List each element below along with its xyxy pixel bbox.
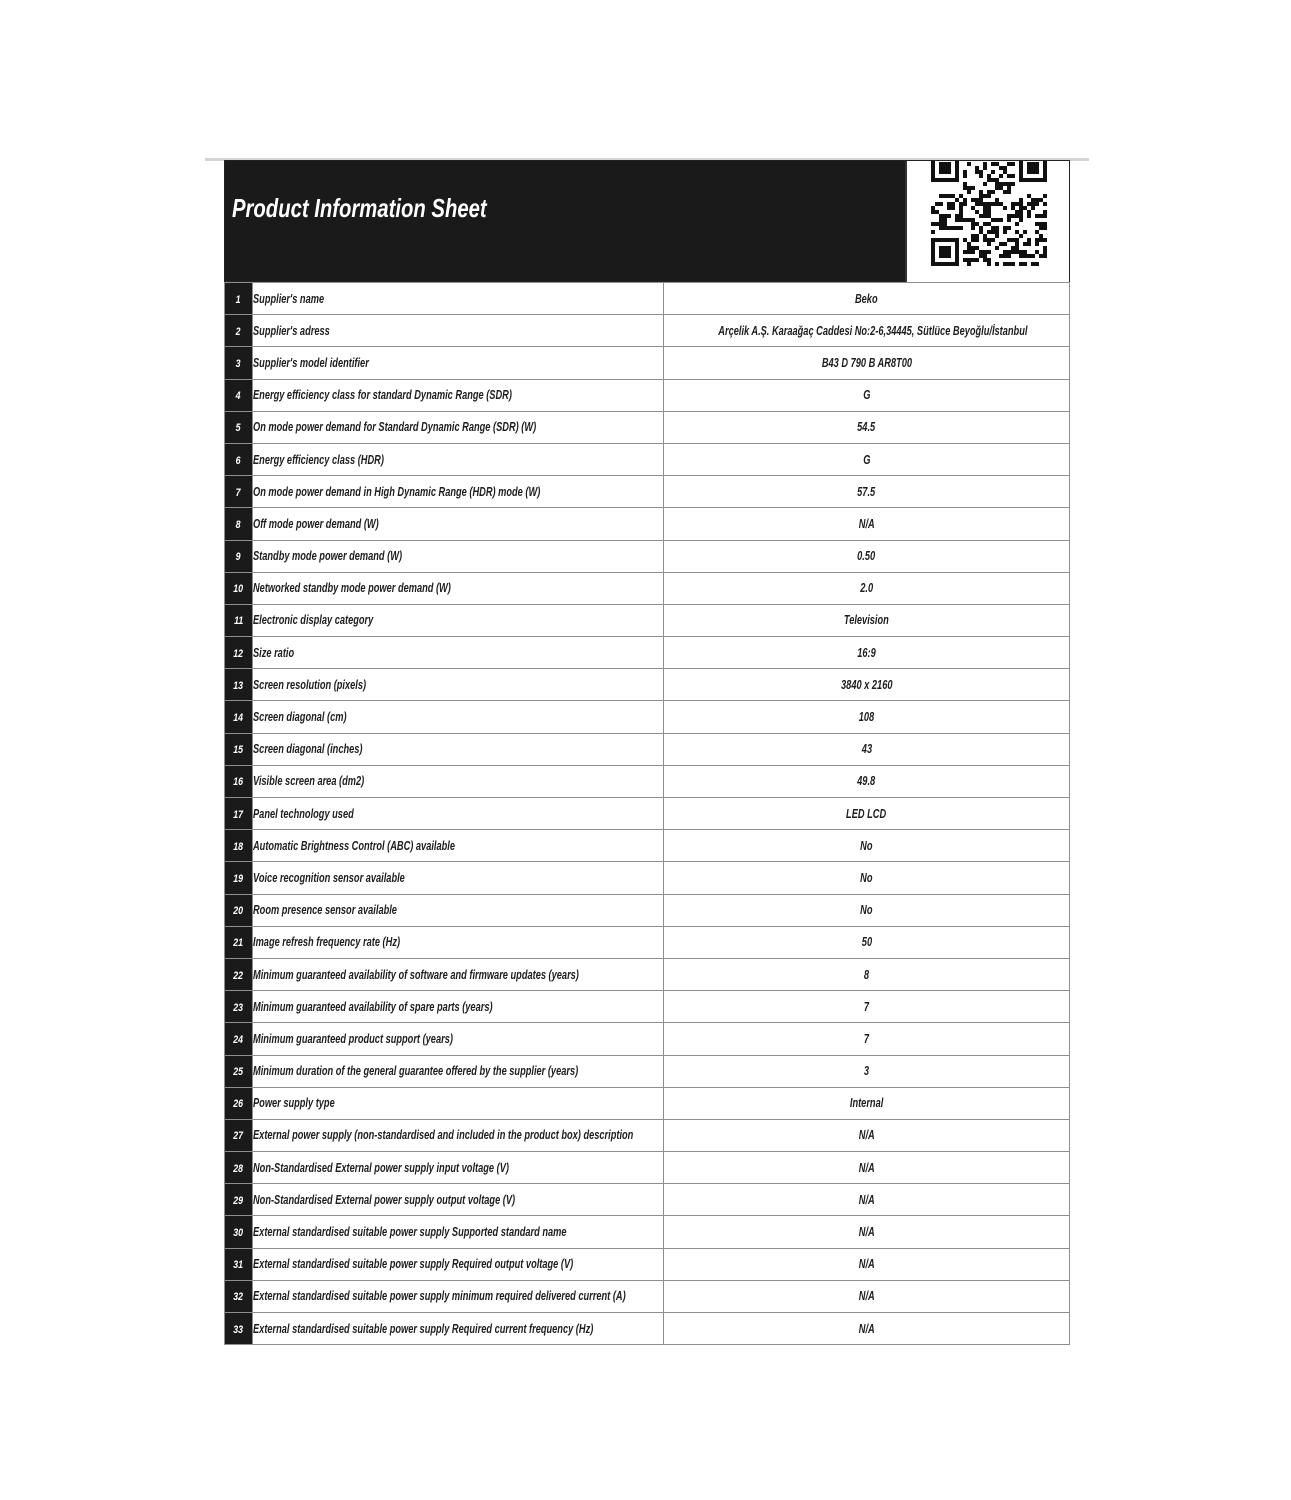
table-row [225,476,1070,508]
table-row [225,1087,1070,1119]
row-number: 18 [233,840,244,853]
table-row [225,1280,1070,1312]
row-label: Automatic Brightness Control (ABC) available [253,838,455,853]
row-number: 8 [236,518,241,531]
row-value: 16:9 [857,645,876,660]
row-number-cell [225,508,253,540]
row-number: 3 [236,357,241,370]
table-row [225,283,1070,315]
row-label: Minimum guaranteed availability of spare parts (years) [253,999,493,1014]
row-label: Non-Standardised External power supply input voltage (V) [253,1160,509,1175]
row-value-cell [664,476,1070,508]
row-label: Voice recognition sensor available [253,870,405,885]
row-label: Non-Standardised External power supply output voltage (V) [253,1192,516,1207]
row-label-cell [253,991,664,1023]
row-label: External standardised suitable power supply Required output voltage (V) [253,1257,574,1272]
table-row [225,1119,1070,1151]
row-value: 7 [863,1031,870,1046]
row-number-cell [225,669,253,701]
row-number: 7 [236,486,241,499]
row-value: 54.5 [857,420,876,435]
table-row [225,958,1070,990]
row-label: Energy efficiency class for standard Dynamic Range (SDR) [253,388,512,403]
row-number-cell [225,1023,253,1055]
row-value-cell [664,315,1070,347]
row-number-cell [225,476,253,508]
row-number-cell [225,958,253,990]
row-label: External standardised suitable power supply minimum required delivered current (A) [253,1289,626,1304]
table-row [225,991,1070,1023]
row-value: 50 [861,935,872,950]
row-number-cell [225,1055,253,1087]
row-value-cell [664,1055,1070,1087]
row-value: No [860,903,873,918]
row-number: 29 [233,1194,244,1207]
table-row [225,1184,1070,1216]
row-number-cell [225,991,253,1023]
row-value: No [860,838,873,853]
row-label-cell [253,733,664,765]
row-number-cell [225,894,253,926]
row-number-cell [225,798,253,830]
row-number: 19 [233,872,244,885]
row-label-cell [253,958,664,990]
row-label-cell [253,540,664,572]
row-label-cell [253,830,664,862]
row-number-cell [225,443,253,475]
row-value-cell [664,283,1070,315]
row-label: Minimum guaranteed availability of software and firmware updates (years) [253,967,579,982]
row-label-cell [253,443,664,475]
row-label: On mode power demand in High Dynamic Range (HDR) mode (W) [253,484,541,499]
row-value-cell [664,1313,1070,1345]
qr-code-graphic [931,161,1047,267]
row-value-cell [664,1184,1070,1216]
row-value: N/A [858,1257,875,1272]
row-number-cell [225,604,253,636]
row-value-cell [664,540,1070,572]
row-value: G [862,452,871,467]
row-label-cell [253,411,664,443]
sheet-header [224,160,1070,282]
row-label-cell [253,1087,664,1119]
row-label-cell [253,1313,664,1345]
table-row [225,347,1070,379]
table-row [225,894,1070,926]
row-value-cell [664,1023,1070,1055]
row-label-cell [253,701,664,733]
row-value: N/A [858,1289,875,1304]
row-value: 43 [861,742,872,757]
row-value: 0.50 [857,549,876,564]
row-number-cell [225,540,253,572]
table-row [225,1152,1070,1184]
row-label: Minimum guaranteed product support (years) [253,1031,453,1046]
row-value-cell [664,830,1070,862]
row-number-cell [225,862,253,894]
row-label-cell [253,604,664,636]
table-row [225,508,1070,540]
row-value-cell [664,1280,1070,1312]
table-row [225,798,1070,830]
row-value: No [860,870,873,885]
row-value-cell [664,862,1070,894]
row-label-cell [253,669,664,701]
row-number-cell [225,733,253,765]
row-label: Screen diagonal (cm) [253,710,347,725]
row-value: G [862,388,871,403]
row-label-cell [253,476,664,508]
row-number-cell [225,572,253,604]
row-value-cell [664,894,1070,926]
sheet-title: Product Information Sheet [232,193,487,223]
table-row [225,379,1070,411]
row-label-cell [253,1248,664,1280]
table-row [225,411,1070,443]
row-number-cell [225,1248,253,1280]
row-value: N/A [858,1192,875,1207]
row-label-cell [253,283,664,315]
row-label: Energy efficiency class (HDR) [253,452,384,467]
row-label: Supplier's model identifier [253,355,369,370]
row-label: Image refresh frequency rate (Hz) [253,935,401,950]
row-value: N/A [858,1225,875,1240]
table-row [225,926,1070,958]
row-label-cell [253,379,664,411]
table-row [225,637,1070,669]
row-label-cell [253,1055,664,1087]
row-label-cell [253,1152,664,1184]
row-number: 26 [233,1098,244,1111]
row-value: 8 [863,967,870,982]
row-label-cell [253,798,664,830]
row-value-cell [664,1119,1070,1151]
row-label: Supplier's adress [253,323,330,338]
table-row [225,765,1070,797]
row-label-cell [253,315,664,347]
row-value: 2.0 [860,581,873,596]
table-row [225,572,1070,604]
row-number-cell [225,830,253,862]
row-number: 11 [233,615,244,628]
row-label-cell [253,1119,664,1151]
row-label-cell [253,894,664,926]
row-value-cell [664,1152,1070,1184]
row-label-cell [253,1184,664,1216]
row-number-cell [225,379,253,411]
row-number-cell [225,315,253,347]
row-label-cell [253,572,664,604]
table-row [225,1023,1070,1055]
row-label: Standby mode power demand (W) [253,549,403,564]
row-label: Visible screen area (dm2) [253,774,365,789]
row-number-cell [225,926,253,958]
row-label: Panel technology used [253,806,354,821]
row-value: LED LCD [846,806,887,821]
row-value: B43 D 790 B AR8T00 [821,355,912,370]
table-row [225,604,1070,636]
row-value-cell [664,701,1070,733]
row-label: Supplier's name [253,291,325,306]
table-row [225,443,1070,475]
row-number: 21 [233,937,244,950]
row-value: N/A [858,1321,875,1336]
row-number: 2 [236,325,241,338]
row-label-cell [253,926,664,958]
table-row [225,669,1070,701]
table-row [225,862,1070,894]
row-value-cell [664,798,1070,830]
table-row [225,1216,1070,1248]
row-number-cell [225,1087,253,1119]
row-number: 33 [233,1323,244,1336]
row-number: 27 [233,1130,244,1143]
row-value-cell [664,765,1070,797]
row-value-cell [664,991,1070,1023]
row-label: Room presence sensor available [253,903,397,918]
row-number-cell [225,637,253,669]
row-value-cell [664,1087,1070,1119]
row-value-cell [664,733,1070,765]
row-number: 12 [233,647,244,660]
row-label: Screen diagonal (inches) [253,742,363,757]
row-label: Networked standby mode power demand (W) [253,581,451,596]
row-label-cell [253,862,664,894]
row-number: 5 [236,422,241,435]
row-value: 49.8 [857,774,876,789]
row-number-cell [225,1152,253,1184]
row-label-cell [253,1023,664,1055]
row-value-cell [664,1216,1070,1248]
row-number: 17 [233,808,244,821]
row-value: Television [844,613,889,628]
row-number: 15 [233,744,244,757]
row-label: On mode power demand for Standard Dynamic Range (SDR) (W) [253,420,537,435]
row-number-cell [225,1119,253,1151]
product-information-sheet [224,160,1070,1345]
row-number-cell [225,1216,253,1248]
row-value: 3 [863,1064,870,1079]
row-number: 31 [233,1259,244,1272]
row-number-cell [225,283,253,315]
row-value: N/A [858,1128,875,1143]
row-value-cell [664,411,1070,443]
row-label-cell [253,637,664,669]
row-number: 13 [233,679,244,692]
row-number-cell [225,701,253,733]
row-value: 108 [858,710,875,725]
table-row [225,701,1070,733]
row-value-cell [664,669,1070,701]
row-number: 6 [236,454,241,467]
row-label-cell [253,765,664,797]
row-value-cell [664,637,1070,669]
row-label: Electronic display category [253,613,374,628]
row-number-cell [225,1184,253,1216]
row-value: Beko [855,291,878,306]
row-number: 28 [233,1162,244,1175]
row-value: N/A [858,1160,875,1175]
row-number: 25 [233,1066,244,1079]
row-label-cell [253,1280,664,1312]
table-row [225,1313,1070,1345]
row-number: 16 [233,776,244,789]
row-label: External power supply (non-standardised and included in the product box) description [253,1128,634,1143]
row-number: 10 [233,583,244,596]
row-value: Arçelik A.Ş. Karaağaç Caddesi No:2-6,34445, Sütlüce Beyoğlu/İstanbul [718,323,1028,338]
row-number: 1 [236,293,241,306]
row-label: Screen resolution (pixels) [253,677,367,692]
row-value: 7 [863,999,870,1014]
row-number: 30 [233,1227,244,1240]
table-row [225,540,1070,572]
row-label-cell [253,347,664,379]
row-value-cell [664,572,1070,604]
row-number-cell [225,1280,253,1312]
row-value-cell [664,379,1070,411]
table-row [225,830,1070,862]
row-label-cell [253,1216,664,1248]
row-label: Off mode power demand (W) [253,516,379,531]
row-value-cell [664,604,1070,636]
row-label-cell [253,508,664,540]
row-number: 14 [233,712,244,725]
row-number: 22 [233,969,244,982]
row-value-cell [664,926,1070,958]
table-row [225,1248,1070,1280]
row-value-cell [664,347,1070,379]
table-row [225,733,1070,765]
row-label: Minimum duration of the general guarantee offered by the supplier (years) [253,1064,579,1079]
row-number: 24 [233,1033,244,1046]
row-value-cell [664,508,1070,540]
table-row [225,1055,1070,1087]
row-value: 57.5 [857,484,876,499]
row-value: N/A [858,516,875,531]
row-number-cell [225,1313,253,1345]
specification-table [224,282,1070,1345]
row-number: 9 [236,551,241,564]
qr-code-icon [905,161,1069,282]
row-label: Size ratio [253,645,295,660]
row-number: 4 [236,390,241,403]
row-label: Power supply type [253,1096,335,1111]
row-number: 20 [233,905,244,918]
row-value: Internal [849,1096,884,1111]
row-number-cell [225,765,253,797]
row-number-cell [225,347,253,379]
table-row [225,315,1070,347]
row-label: External standardised suitable power supply Required current frequency (Hz) [253,1321,594,1336]
row-number-cell [225,411,253,443]
row-number: 32 [233,1291,244,1304]
row-value-cell [664,1248,1070,1280]
row-label: External standardised suitable power supply Supported standard name [253,1225,567,1240]
row-number: 23 [233,1001,244,1014]
row-value-cell [664,443,1070,475]
row-value-cell [664,958,1070,990]
row-value: 3840 x 2160 [840,677,893,692]
